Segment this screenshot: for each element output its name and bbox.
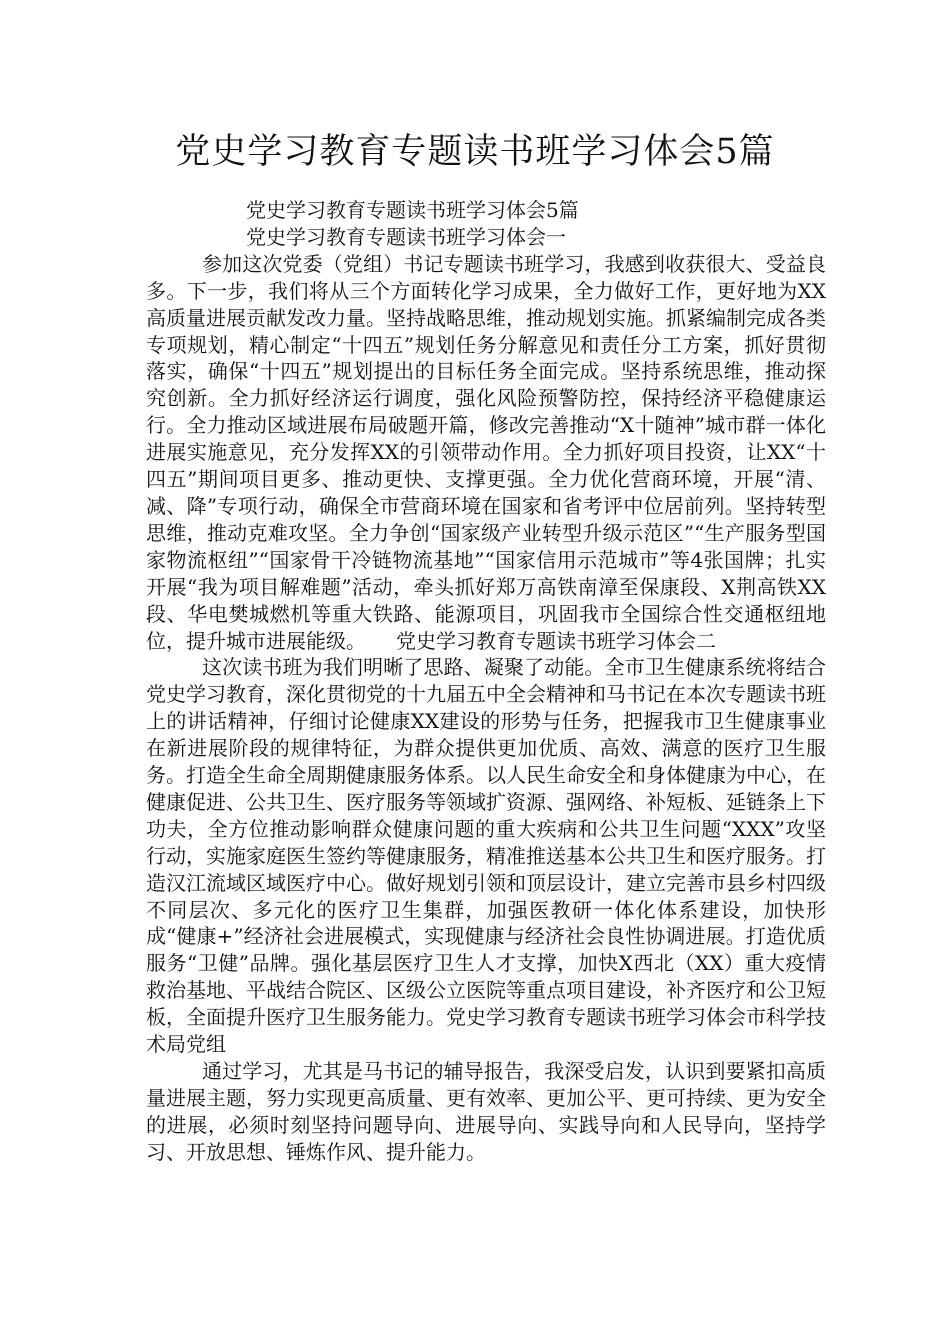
document-subtitle: 党史学习教育专题读书班学习体会5篇 xyxy=(246,198,579,222)
paragraph: 通过学习，尤其是马书记的辅导报告，我深受启发，认识到要紧扣高质量进展主题，努力实现更高质量、更有效率、更加公平、更可持续、更为安全的进展，必须时刻坚持问题导向、进展导向、实践导向和人民导向，坚持学习、开放思想、锤炼作风、提升能力。 xyxy=(146,1059,826,1164)
document-body xyxy=(146,197,826,1166)
paragraph: 参加这次党委（党组）书记专题读书班学习，我感到收获很大、受益良多。下一步，我们将从三个方面转化学习成果，全力做好工作，更好地为XX高质量进展贡献发改力量。坚持战略思维，推动规划实施。抓紧编制完成各类专项规划，精心制定“十四五”规划任务分解意见和责任分工方案，抓好贯彻落实，确保“十四五”规划提出的目标任务全面完成。坚持系统思维，推动探究创新。全力抓好经济运行调度，强化风险预警防控，保持经济平稳健康运行。全力推动区域进展布局破题开篇，修改完善推动“X十随神”城市群一体化进展实施意见，充分发挥XX的引领带动作用。全力抓好项目投资，让XX“十四五”期间项目更多、推动更快、支撑更强。全力优化营商环境，开展“清、减、降”专项行动，确保全市营商环境在国家和省考评中位居前列。坚持转型思维，推动克难攻坚。全力争创“国家级产业转型升级示范区”“生产服务型国家物流枢纽”“国家骨干冷链物流基地”“国家信用示范城市”等4张国牌；扎实开展“我为项目解难题”活动，牵头抓好郑万高铁南漳至保康段、X荆高铁XX段、华电樊城燃机等重大铁路、能源项目，巩固我市全国综合性交通枢纽地位，提升城市进展能级。 党史学习教育专题读书班学习体会二 xyxy=(146,251,826,653)
section-one-heading: 党史学习教育专题读书班学习体会一 xyxy=(246,224,566,249)
paragraph: 这次读书班为我们明晰了思路、凝聚了动能。全市卫生健康系统将结合党史学习教育，深化贯彻党的十九届五中全会精神和马书记在本次专题读书班上的讲话精神，仔细讨论健康XX建设的形势与任务，把握我市卫生健康事业在新进展阶段的规律特征，为群众提供更加优质、高效、满意的医疗卫生服务。打造全生命全周期健康服务体系。以人民生命安全和身体健康为中心，在健康促进、公共卫生、医疗服务等领域扩资源、强网络、补短板、延链条上下功夫，全方位推动影响群众健康问题的重大疾病和公共卫生问题“XXX”攻坚行动，实施家庭医生签约等健康服务，精准推送基本公共卫生和医疗服务。打造汉江流域区域医疗中心。做好规划引领和顶层设计，建立完善市县乡村四级不同层次、多元化的医疗卫生集群，加强医教研一体化体系建设，加快形成“健康+”经济社会进展模式，实现健康与经济社会良性协调进展。打造优质服务“卫健”品牌。强化基层医疗卫生人才支撑，加快X西北（XX）重大疫情救治基地、平战结合院区、区级公立医院等重点项目建设，补齐医疗和公卫短板，全面提升医疗卫生服务能力。党史学习教育专题读书班学习体会市科学技术局党组 xyxy=(146,655,826,1057)
document-title: 党史学习教育专题读书班学习体会5篇 xyxy=(175,132,775,172)
